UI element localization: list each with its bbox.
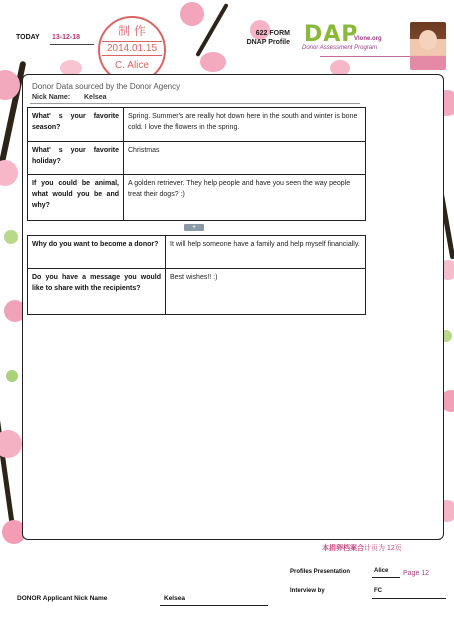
form-name: DNAP Profile bbox=[246, 39, 290, 46]
question-cell: What' s your favorite holiday? bbox=[28, 142, 124, 175]
date-underline bbox=[50, 44, 94, 45]
donor-nick-value: Kelsea bbox=[164, 595, 185, 602]
table-row bbox=[28, 142, 366, 175]
expand-tab[interactable]: + bbox=[184, 224, 204, 231]
page-count-note bbox=[322, 543, 402, 553]
today-label: TODAY bbox=[16, 34, 40, 41]
nick-name-label: Nick Name: bbox=[32, 94, 71, 101]
stamp-name: C. Alice bbox=[115, 60, 149, 71]
table-row bbox=[28, 108, 366, 142]
page-count-note-rest: 计页为 12页 bbox=[364, 545, 402, 552]
logo-subtitle: Donor Assessment Program bbox=[302, 45, 378, 51]
page-number: Page 12 bbox=[403, 570, 430, 577]
logo-site: Vlone.org bbox=[354, 36, 382, 42]
presentation-value: Alice bbox=[374, 568, 389, 574]
question-cell: Why do you want to become a donor? bbox=[28, 236, 166, 269]
form-title bbox=[228, 29, 290, 47]
form-number: 622 FORM bbox=[255, 30, 290, 37]
table-row bbox=[28, 175, 366, 221]
nick-name-row bbox=[30, 93, 360, 104]
interview-value: FC bbox=[374, 588, 382, 594]
stamp-top-text: 制 作 bbox=[118, 24, 146, 38]
donor-nick-underline bbox=[160, 605, 268, 606]
table-row bbox=[28, 236, 366, 269]
qa-table-personal bbox=[27, 107, 366, 221]
today-date: 13-12-18 bbox=[52, 34, 81, 41]
stamp-date: 2014.01.15 bbox=[102, 41, 162, 56]
presentation-label: Profiles Presentation bbox=[290, 569, 351, 575]
presentation-underline bbox=[372, 577, 400, 578]
question-cell: Do you have a message you would like to share with the recipients? bbox=[28, 269, 166, 315]
answer-cell: Christmas bbox=[124, 142, 366, 175]
question-cell: If you could be animal, what would you be and why? bbox=[28, 175, 124, 221]
table-row bbox=[28, 269, 366, 315]
answer-cell: Spring. Summer's are really hot down here in the south and winter is bone cold. I love the flowers in the spring. bbox=[124, 108, 366, 142]
interview-underline bbox=[372, 598, 446, 599]
logo-portrait-photo bbox=[410, 22, 446, 70]
answer-cell: A golden retriever. They help people and have you seen the way people treat their dogs? :) bbox=[124, 175, 366, 221]
dap-logo: DAP bbox=[304, 22, 359, 47]
donor-nick-label: DONOR Applicant Nick Name bbox=[17, 595, 108, 602]
nick-name-value: Kelsea bbox=[84, 94, 107, 101]
answer-cell: It will help someone have a family and help myself financially. bbox=[166, 236, 366, 269]
page-count-note-bold: 本捐卵档案合 bbox=[322, 545, 364, 552]
qa-table-motivation bbox=[27, 235, 366, 315]
source-note: Donor Data sourced by the Donor Agency bbox=[32, 82, 181, 91]
answer-cell: Best wishes!! :) bbox=[166, 269, 366, 315]
interview-label: Interview by bbox=[290, 588, 325, 594]
question-cell: What' s your favorite season? bbox=[28, 108, 124, 142]
